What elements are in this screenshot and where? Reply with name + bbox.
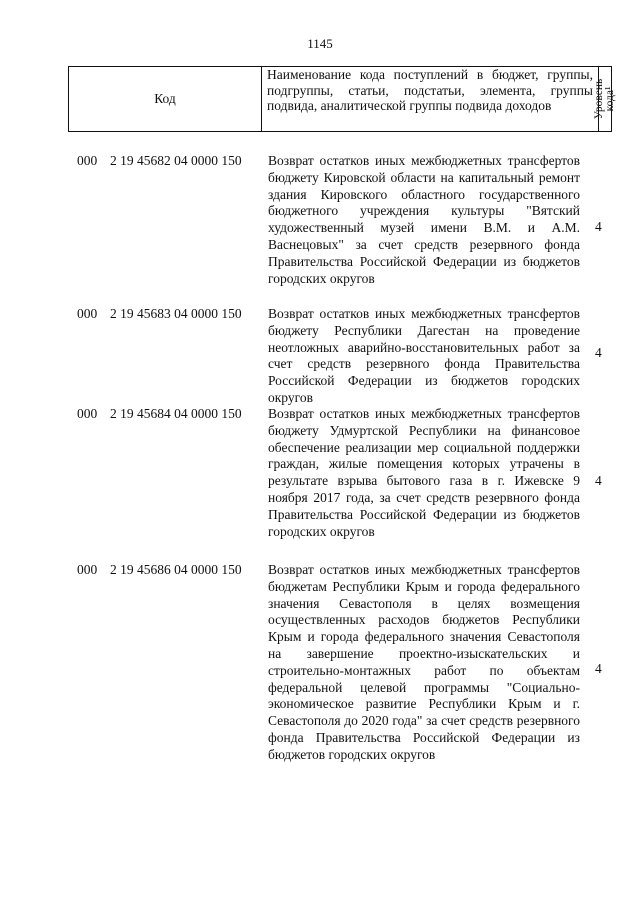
page-number: 1145 <box>307 36 333 51</box>
table-row <box>0 153 640 306</box>
table-row <box>0 406 640 562</box>
revenue-name: Возврат остатков иных межбюджетных трансфертов бюджету Удмуртской Республики на финансовое обеспечение реализации мер социальной поддержки граждан, жилые помещения которых утрачены в результате взрыва бытового газа в г. Ижевске 9 ноября 2017 года, за счет средств резервного фонда Правительства Российской Федерации из бюджетов городских округов <box>268 406 580 539</box>
revenue-name: Возврат остатков иных межбюджетных трансфертов бюджетам Республики Крым и города федерального значения Севастополя в целях возмещения осуществленных расходов бюджетов Республики Крым и города федерального значения Севастополя на завершение проектно-изыскательских и строительно-монтажных работ по объектам федеральной целевой программы "Социально-экономическое развитие Республики Крым и г. Севастополя до 2020 года" за счет средств резервного фонда Правительства Российской Федерации из бюджетов городских округов <box>268 562 580 762</box>
table-header <box>68 66 616 132</box>
revenue-code: 2 19 45682 04 0000 150 <box>110 153 242 168</box>
revenue-name: Возврат остатков иных межбюджетных трансфертов бюджету Республики Дагестан на проведение неотложных аварийно-восстановительных работ за счет средств резервного фонда Правительства Российской Федерации из бюджетов городских округов <box>268 306 580 405</box>
code-level: 4 <box>595 219 602 234</box>
revenue-code: 2 19 45683 04 0000 150 <box>110 306 242 321</box>
admin-code: 000 <box>77 562 98 577</box>
header-code-cell <box>69 67 262 131</box>
revenue-code: 2 19 45684 04 0000 150 <box>110 406 242 421</box>
admin-code: 000 <box>77 153 98 168</box>
table-row <box>0 562 640 782</box>
revenue-code: 2 19 45686 04 0000 150 <box>110 562 242 577</box>
header-level-cell <box>593 67 616 131</box>
admin-code: 000 <box>77 306 98 321</box>
table-body <box>0 153 640 782</box>
header-name-label: Наименование кода поступлений в бюджет, группы, подгруппы, статьи, подстатьи, элемента, группы подвида, аналитической группы подвида доходов <box>262 67 599 131</box>
header-level-label: Уровень кода¹ <box>593 78 616 120</box>
code-level: 4 <box>595 473 602 488</box>
header-code-label: Код <box>154 91 176 106</box>
admin-code: 000 <box>77 406 98 421</box>
revenue-name: Возврат остатков иных межбюджетных трансфертов бюджету Кировской области на капитальный ремонт здания Кировского областного государственного бюджетного учреждения культуры "Вятский художественный музей имени В.М. и А.М. Васнецовых" за счет средств резервного фонда Правительства Российской Федерации из бюджетов городских округов <box>268 153 580 286</box>
code-level: 4 <box>595 661 602 676</box>
table-row <box>0 306 640 406</box>
code-level: 4 <box>595 345 602 360</box>
